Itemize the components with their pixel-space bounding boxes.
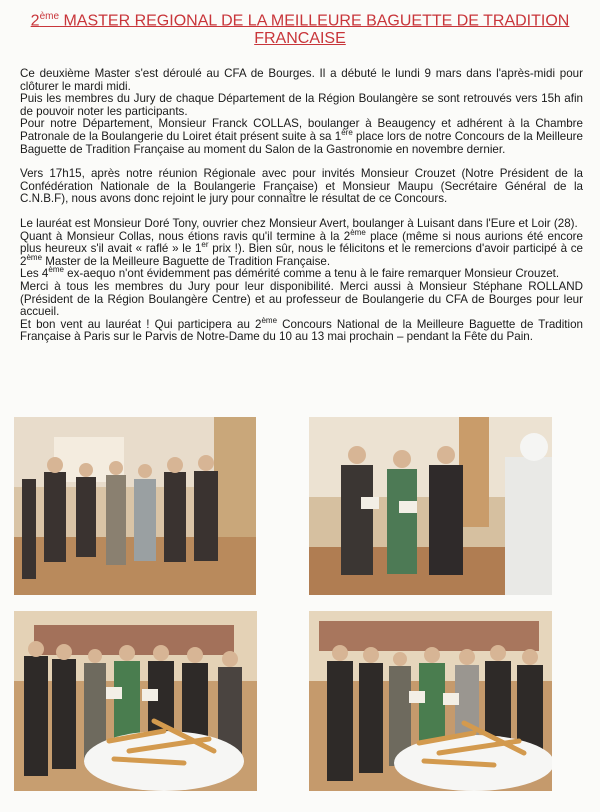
photo-winners [309,417,552,595]
paragraph-9: Et bon vent au lauréat ! Qui participera au 2ème Concours National de la Meilleure Baguette de Tradition Française à Paris sur le Parvis de Notre-Dame du 10 au 13 mai prochain – pendant la Fête du Pain. [20,315,583,344]
paragraph-7: Les 4ème ex-aequo n'ont évidemment pas démérité comme a tenu à le faire remarquer Monsieur Crouzet. [20,265,560,281]
paragraph-6: Quant à Monsieur Collas, nous étions ravis qu'il termine à la 2ème place (même si nous aurions été encore plus heureux s'il avait « raflé » le 1er prix !). Bien sûr, nous le félicitons et le remercions d'avoir participé à ce 2ème Master de la Meilleure Baguette de Tradition Française. [20,227,583,268]
paragraph-5: Le lauréat est Monsieur Doré Tony, ouvrier chez Monsieur Avert, boulanger à Luisant dans l'Eure et Loir (28). [20,216,578,230]
title-ordinal-sup: ème [39,11,60,22]
title-line2: FRANCAISE [254,30,346,48]
photo-jury-group [14,417,256,595]
paragraph-8: Merci à tous les membres du Jury pour leur disponibilité. Merci aussi à Monsieur Stéphane ROLLAND (Président de la Région Boulangère Centre) et au professeur de Boulangerie du CFA de Bourges pour leur accueil. [20,279,583,319]
paragraph-1: Ce deuxième Master s'est déroulé au CFA de Bourges. Il a débuté le lundi 9 mars dans l'après-midi pour clôturer le mardi midi. [20,67,583,93]
paragraph-4: Vers 17h15, après notre réunion Régionale avec pour invités Monsieur Crouzet (Notre Président de la Confédération Nationale de la Boulangerie Française) et Monsieur Maupu (Secrétaire Général de la C.N.B.F), nous avons donc rejoint le jury pour connaître le résultat de ce Concours. [20,167,583,206]
photo-group-baguettes-right [309,611,552,791]
title-ordinal: 2 [30,12,40,30]
paragraph-2: Puis les membres du Jury de chaque Département de la Région Boulangère se sont retrouvés vers 15h afin de pouvoir noter les participants. [20,92,583,118]
title-line1: MASTER REGIONAL DE LA MEILLEURE BAGUETTE DE TRADITION [59,12,570,30]
article-body [20,68,583,344]
photo-group-baguettes-left [14,611,257,791]
paragraph-3: Pour notre Département, Monsieur Franck COLLAS, boulanger à Beaugency et adhérent à la Chambre Patronale de la Boulangerie du Loiret était présent suite à sa 1ère place lors de notre Concours de la Meilleure Baguette de Tradition Française au moment du Salon de la Gastronomie en novembre dernier. [20,117,583,156]
article-title [20,8,580,48]
